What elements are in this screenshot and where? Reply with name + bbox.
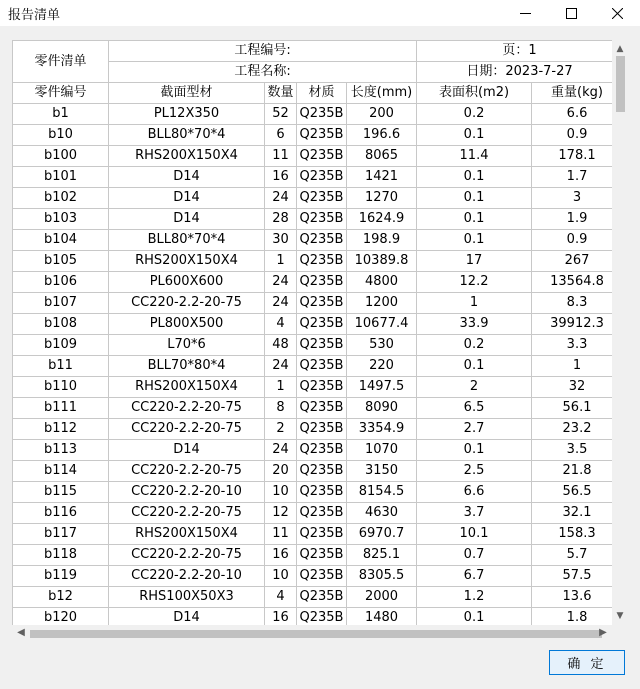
table-cell: 6.7 bbox=[417, 566, 532, 587]
table-cell: b107 bbox=[13, 293, 109, 314]
table-row bbox=[13, 566, 613, 587]
table-cell: 12.2 bbox=[417, 272, 532, 293]
table-row bbox=[13, 587, 613, 608]
table-cell: D14 bbox=[109, 440, 265, 461]
minimize-button[interactable] bbox=[502, 0, 548, 26]
table-cell: 8 bbox=[265, 398, 297, 419]
table-cell: 158.3 bbox=[532, 524, 612, 545]
table-cell: 24 bbox=[265, 356, 297, 377]
table-row bbox=[13, 461, 613, 482]
table-cell: Q235B bbox=[297, 503, 347, 524]
close-button[interactable] bbox=[594, 0, 640, 26]
table-cell: b104 bbox=[13, 230, 109, 251]
title-bar bbox=[0, 0, 640, 26]
table-cell: 1.7 bbox=[532, 167, 612, 188]
table-cell: 8154.5 bbox=[347, 482, 417, 503]
table-cell: 24 bbox=[265, 272, 297, 293]
column-header-row bbox=[13, 83, 613, 104]
table-cell: 0.1 bbox=[417, 230, 532, 251]
column-header: 材质 bbox=[297, 83, 347, 104]
table-cell: BLL80*70*4 bbox=[109, 125, 265, 146]
table-cell: BLL80*70*4 bbox=[109, 230, 265, 251]
table-cell: Q235B bbox=[297, 146, 347, 167]
table-cell: 3354.9 bbox=[347, 419, 417, 440]
table-cell: 3.7 bbox=[417, 503, 532, 524]
table-cell: 10389.8 bbox=[347, 251, 417, 272]
table-cell: RHS200X150X4 bbox=[109, 524, 265, 545]
maximize-icon bbox=[566, 8, 577, 19]
table-cell: 8.3 bbox=[532, 293, 612, 314]
table-cell: 0.1 bbox=[417, 209, 532, 230]
table-cell: b101 bbox=[13, 167, 109, 188]
table-cell: 3150 bbox=[347, 461, 417, 482]
table-row bbox=[13, 524, 613, 545]
table-cell: b114 bbox=[13, 461, 109, 482]
table-cell: CC220-2.2-20-10 bbox=[109, 566, 265, 587]
table-cell: Q235B bbox=[297, 125, 347, 146]
table-cell: b117 bbox=[13, 524, 109, 545]
table-cell: 6.6 bbox=[417, 482, 532, 503]
table-cell: 6 bbox=[265, 125, 297, 146]
column-header: 零件编号 bbox=[13, 83, 109, 104]
table-row bbox=[13, 398, 613, 419]
table-cell: 2 bbox=[417, 377, 532, 398]
table-cell: Q235B bbox=[297, 335, 347, 356]
table-cell: 1 bbox=[265, 251, 297, 272]
table-cell: Q235B bbox=[297, 209, 347, 230]
table-cell: Q235B bbox=[297, 608, 347, 626]
column-header: 重量(kg) bbox=[532, 83, 612, 104]
table-cell: Q235B bbox=[297, 104, 347, 125]
table-cell: b119 bbox=[13, 566, 109, 587]
table-cell: 23.2 bbox=[532, 419, 612, 440]
table-cell: 10 bbox=[265, 482, 297, 503]
table-cell: RHS100X50X3 bbox=[109, 587, 265, 608]
table-cell: CC220-2.2-20-75 bbox=[109, 398, 265, 419]
table-cell: Q235B bbox=[297, 314, 347, 335]
table-row bbox=[13, 251, 613, 272]
table-cell: 39912.3 bbox=[532, 314, 612, 335]
table-cell: 11 bbox=[265, 524, 297, 545]
table-cell: 0.1 bbox=[417, 440, 532, 461]
table-cell: 8305.5 bbox=[347, 566, 417, 587]
table-cell: 1200 bbox=[347, 293, 417, 314]
table-cell: 1070 bbox=[347, 440, 417, 461]
scroll-right-icon[interactable]: ▶ bbox=[599, 627, 607, 638]
table-cell: D14 bbox=[109, 188, 265, 209]
table-cell: 33.9 bbox=[417, 314, 532, 335]
table-row bbox=[13, 314, 613, 335]
vertical-scroll-thumb[interactable] bbox=[616, 56, 625, 112]
table-cell: CC220-2.2-20-75 bbox=[109, 461, 265, 482]
table-cell: 10.1 bbox=[417, 524, 532, 545]
table-cell: 24 bbox=[265, 440, 297, 461]
minimize-icon bbox=[520, 8, 531, 19]
table-row bbox=[13, 335, 613, 356]
table-cell: 24 bbox=[265, 188, 297, 209]
table-cell: 16 bbox=[265, 167, 297, 188]
table-cell: 0.1 bbox=[417, 608, 532, 626]
table-cell: 1480 bbox=[347, 608, 417, 626]
table-cell: 13564.8 bbox=[532, 272, 612, 293]
table-cell: 8065 bbox=[347, 146, 417, 167]
table-row bbox=[13, 125, 613, 146]
table-cell: Q235B bbox=[297, 566, 347, 587]
table-cell: 0.2 bbox=[417, 104, 532, 125]
table-cell: 4 bbox=[265, 587, 297, 608]
table-cell: 16 bbox=[265, 608, 297, 626]
table-cell: 1270 bbox=[347, 188, 417, 209]
table-cell: 21.8 bbox=[532, 461, 612, 482]
table-cell: 1 bbox=[265, 377, 297, 398]
table-cell: 4630 bbox=[347, 503, 417, 524]
table-row bbox=[13, 377, 613, 398]
maximize-button[interactable] bbox=[548, 0, 594, 26]
page-number-cell: 页：1 bbox=[417, 41, 612, 62]
table-row bbox=[13, 209, 613, 230]
table-row bbox=[13, 272, 613, 293]
table-cell: b103 bbox=[13, 209, 109, 230]
table-row bbox=[13, 356, 613, 377]
table-cell: 200 bbox=[347, 104, 417, 125]
table-cell: 12 bbox=[265, 503, 297, 524]
table-cell: PL12X350 bbox=[109, 104, 265, 125]
table-cell: PL800X500 bbox=[109, 314, 265, 335]
table-cell: Q235B bbox=[297, 272, 347, 293]
table-cell: 30 bbox=[265, 230, 297, 251]
column-header: 表面积(m2) bbox=[417, 83, 532, 104]
project-number-cell: 工程编号: bbox=[109, 41, 417, 62]
table-cell: 4 bbox=[265, 314, 297, 335]
table-cell: L70*6 bbox=[109, 335, 265, 356]
table-cell: CC220-2.2-20-75 bbox=[109, 419, 265, 440]
table-cell: CC220-2.2-20-75 bbox=[109, 293, 265, 314]
table-cell: 0.1 bbox=[417, 356, 532, 377]
table-cell: Q235B bbox=[297, 251, 347, 272]
table-cell: 220 bbox=[347, 356, 417, 377]
table-cell: 178.1 bbox=[532, 146, 612, 167]
table-cell: b1 bbox=[13, 104, 109, 125]
table-cell: 3 bbox=[532, 188, 612, 209]
table-cell: 11.4 bbox=[417, 146, 532, 167]
table-cell: b110 bbox=[13, 377, 109, 398]
table-cell: 1.8 bbox=[532, 608, 612, 626]
table-cell: b108 bbox=[13, 314, 109, 335]
table-cell: Q235B bbox=[297, 188, 347, 209]
table-cell: Q235B bbox=[297, 461, 347, 482]
table-row bbox=[13, 188, 613, 209]
table-cell: 1.9 bbox=[532, 209, 612, 230]
horizontal-scrollbar[interactable] bbox=[12, 625, 612, 642]
vertical-scrollbar[interactable] bbox=[612, 40, 628, 625]
table-cell: 6.6 bbox=[532, 104, 612, 125]
table-cell: 4800 bbox=[347, 272, 417, 293]
table-cell: RHS200X150X4 bbox=[109, 251, 265, 272]
table-cell: Q235B bbox=[297, 440, 347, 461]
table-cell: 0.1 bbox=[417, 167, 532, 188]
list-title-cell: 零件清单 bbox=[13, 41, 109, 83]
table-cell: RHS200X150X4 bbox=[109, 377, 265, 398]
scroll-left-icon[interactable]: ◀ bbox=[17, 627, 25, 638]
project-name-cell: 工程名称: bbox=[109, 62, 417, 83]
table-cell: 28 bbox=[265, 209, 297, 230]
column-header: 长度(mm) bbox=[347, 83, 417, 104]
table-cell: b116 bbox=[13, 503, 109, 524]
table-row bbox=[13, 230, 613, 251]
table-cell: 10677.4 bbox=[347, 314, 417, 335]
table-row bbox=[13, 293, 613, 314]
table-cell: 11 bbox=[265, 146, 297, 167]
table-cell: 5.7 bbox=[532, 545, 612, 566]
table-cell: CC220-2.2-20-75 bbox=[109, 545, 265, 566]
table-cell: b12 bbox=[13, 587, 109, 608]
table-cell: 825.1 bbox=[347, 545, 417, 566]
table-cell: 48 bbox=[265, 335, 297, 356]
table-row bbox=[13, 167, 613, 188]
table-cell: 10 bbox=[265, 566, 297, 587]
table-cell: 6970.7 bbox=[347, 524, 417, 545]
table-cell: 1.2 bbox=[417, 587, 532, 608]
table-cell: 267 bbox=[532, 251, 612, 272]
table-cell: RHS200X150X4 bbox=[109, 146, 265, 167]
table-row bbox=[13, 482, 613, 503]
table-cell: Q235B bbox=[297, 398, 347, 419]
table-cell: 20 bbox=[265, 461, 297, 482]
table-cell: 16 bbox=[265, 545, 297, 566]
table-cell: 3.5 bbox=[532, 440, 612, 461]
table-row bbox=[13, 440, 613, 461]
table-cell: b118 bbox=[13, 545, 109, 566]
table-cell: 1421 bbox=[347, 167, 417, 188]
table-cell: b11 bbox=[13, 356, 109, 377]
table-cell: 2.5 bbox=[417, 461, 532, 482]
table-cell: D14 bbox=[109, 608, 265, 626]
table-cell: b115 bbox=[13, 482, 109, 503]
table-cell: 2000 bbox=[347, 587, 417, 608]
table-cell: D14 bbox=[109, 167, 265, 188]
table-cell: 57.5 bbox=[532, 566, 612, 587]
table-cell: 0.9 bbox=[532, 125, 612, 146]
table-cell: 0.1 bbox=[417, 125, 532, 146]
table-cell: b100 bbox=[13, 146, 109, 167]
table-cell: 3.3 bbox=[532, 335, 612, 356]
table-cell: 2 bbox=[265, 419, 297, 440]
table-cell: 56.1 bbox=[532, 398, 612, 419]
table-cell: 1624.9 bbox=[347, 209, 417, 230]
table-cell: Q235B bbox=[297, 167, 347, 188]
table-cell: Q235B bbox=[297, 230, 347, 251]
table-cell: b113 bbox=[13, 440, 109, 461]
table-cell: 8090 bbox=[347, 398, 417, 419]
table-cell: Q235B bbox=[297, 377, 347, 398]
table-cell: BLL70*80*4 bbox=[109, 356, 265, 377]
table-cell: b102 bbox=[13, 188, 109, 209]
table-cell: Q235B bbox=[297, 293, 347, 314]
date-cell: 日期：2023-7-27 bbox=[417, 62, 612, 83]
table-cell: 0.7 bbox=[417, 545, 532, 566]
table-cell: 6.5 bbox=[417, 398, 532, 419]
table-cell: b120 bbox=[13, 608, 109, 626]
table-cell: 198.9 bbox=[347, 230, 417, 251]
table-row bbox=[13, 608, 613, 626]
table-cell: 17 bbox=[417, 251, 532, 272]
table-cell: 52 bbox=[265, 104, 297, 125]
scroll-up-icon[interactable]: ▲ bbox=[616, 44, 624, 54]
table-cell: Q235B bbox=[297, 419, 347, 440]
table-cell: b111 bbox=[13, 398, 109, 419]
table-row bbox=[13, 146, 613, 167]
table-cell: 1497.5 bbox=[347, 377, 417, 398]
table-cell: Q235B bbox=[297, 545, 347, 566]
table-cell: CC220-2.2-20-75 bbox=[109, 503, 265, 524]
horizontal-scroll-thumb[interactable] bbox=[30, 630, 602, 638]
table-cell: Q235B bbox=[297, 356, 347, 377]
table-cell: 32.1 bbox=[532, 503, 612, 524]
table-cell: Q235B bbox=[297, 587, 347, 608]
table-cell: 1 bbox=[532, 356, 612, 377]
table-cell: D14 bbox=[109, 209, 265, 230]
table-cell: b112 bbox=[13, 419, 109, 440]
report-table bbox=[12, 40, 612, 625]
table-cell: 0.9 bbox=[532, 230, 612, 251]
table-cell: 13.6 bbox=[532, 587, 612, 608]
column-header: 数量 bbox=[265, 83, 297, 104]
table-cell: 0.2 bbox=[417, 335, 532, 356]
table-row bbox=[13, 419, 613, 440]
close-icon bbox=[612, 8, 623, 19]
table-cell: b109 bbox=[13, 335, 109, 356]
table-row bbox=[13, 503, 613, 524]
table-row bbox=[13, 104, 613, 125]
table-cell: 2.7 bbox=[417, 419, 532, 440]
table-cell: PL600X600 bbox=[109, 272, 265, 293]
table-cell: b10 bbox=[13, 125, 109, 146]
table-cell: b106 bbox=[13, 272, 109, 293]
table-cell: b105 bbox=[13, 251, 109, 272]
window-title: 报告清单 bbox=[8, 8, 61, 23]
table-cell: Q235B bbox=[297, 524, 347, 545]
table-row bbox=[13, 545, 613, 566]
table-cell: Q235B bbox=[297, 482, 347, 503]
column-header: 截面型材 bbox=[109, 83, 265, 104]
ok-button[interactable]: 确 定 bbox=[549, 650, 625, 675]
table-cell: 32 bbox=[532, 377, 612, 398]
table-cell: 196.6 bbox=[347, 125, 417, 146]
table-cell: 24 bbox=[265, 293, 297, 314]
table-cell: 530 bbox=[347, 335, 417, 356]
scroll-down-icon[interactable]: ▼ bbox=[616, 611, 624, 621]
table-cell: CC220-2.2-20-10 bbox=[109, 482, 265, 503]
table-cell: 56.5 bbox=[532, 482, 612, 503]
table-cell: 0.1 bbox=[417, 188, 532, 209]
report-panel[interactable] bbox=[12, 40, 612, 625]
table-cell: 1 bbox=[417, 293, 532, 314]
